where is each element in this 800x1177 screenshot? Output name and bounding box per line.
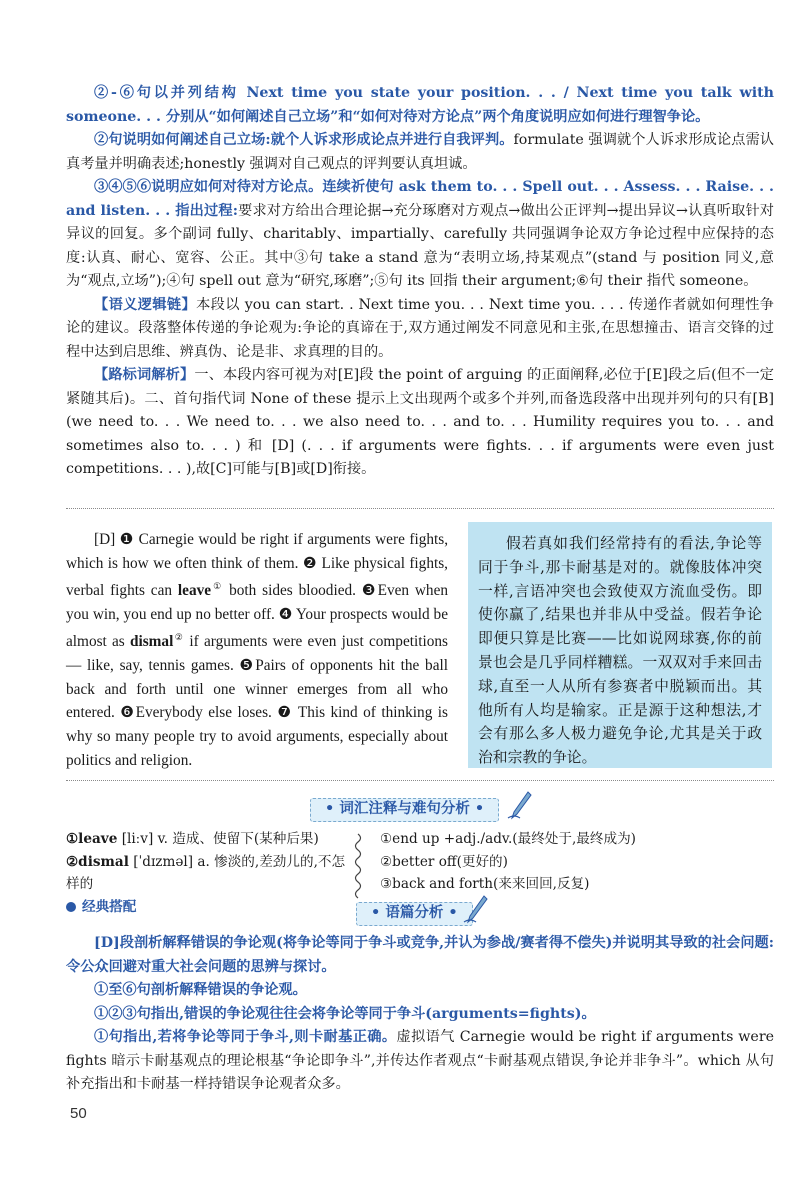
analysis-2-text: ①至⑥句剖析解释错误的争论观。: [94, 982, 307, 998]
pen-icon: [506, 790, 532, 820]
analysis-1: [66, 932, 774, 979]
sentence-7: This kind of thinking is why so many people try to avoid arguments, especially about politics and religion.: [66, 704, 448, 769]
signpost-text: 一、本段内容可视为对[E]段 the point of arguing 的正面阐释,必位于[E]段之后(但不一定紧随其后)。二、首句指代词 None of these 提示上文出现两个或多个并列,而备选段落中出现并列句的只有[B](we need to. . . We need to. . . we also need to. . . and to. . . Humility requires you to. . . and sometimes also to. . . ) 和 [D] (. . . if arguments were fights. . . if arguments were even just competitions. . . ),故[C]可能与[B]或[D]衔接。: [66, 367, 774, 477]
analysis-banner: [356, 902, 473, 926]
vocab-banner-text: • 词汇注释与难句分析 •: [325, 801, 485, 817]
sentence-number-3: ❸: [361, 581, 378, 600]
divider-top: [66, 508, 774, 509]
sentence-6: Everybody else loses.: [135, 704, 272, 722]
sentence-5: Pairs of opponents hit the ball back and forth until one winner emerges from all who entered.: [66, 657, 448, 722]
analysis-3-text: ①②③句指出,错误的争论观往往会将争论等同于争斗(arguments=fights)。: [94, 1005, 596, 1022]
passage-section: [66, 508, 774, 788]
analysis-1-text: [D]段剖析解释错误的争论观(将争论等同于争斗或竞争,并认为参战/赛者得不偿失)并说明其导致的社会问题:令公众回避对重大社会问题的思辨与探讨。: [66, 935, 774, 975]
sentence-3: Even when you win, you end up no better off.: [66, 582, 449, 623]
sentences-3-6-detail: 要求对方给出合理论据→充分琢磨对方观点→做出公正评判→提出异议→认真听取针对异议的回复。多个副词 fully、charitably、impartially、carefully 共同强调争论双方争论过程中应保持的态度:认真、耐心、宽容、公正。其中③句 take a stand 意为“表明立场,持某观点”(stand 与 position 同义,意为“观点,立场”);④句 spell out 意为“研究,琢磨”;⑤句 its 回指 their argument;⑥句 their 指代 someone。: [66, 202, 774, 289]
keyword-dismal: dismal: [129, 633, 174, 651]
structure-note: ②-⑥句以并列结构 Next time you state your position. . . / Next time you talk with someone. . . 分别从“如何阐述自己立场”和“如何对待对方论点”两个角度说明应如何进行理智争论。: [66, 85, 774, 125]
analysis-section: [66, 932, 774, 1097]
page-content: [66, 82, 774, 769]
para-signpost: [66, 364, 774, 482]
note-mark-1: ①: [211, 581, 224, 592]
sentence-1: Carnegie would be right if arguments were fights, which is how we often think of them.: [66, 531, 449, 572]
collocation-3: ③back and forth(来来回回,反复): [380, 876, 590, 892]
para-sentence-2: [66, 129, 774, 176]
analysis-3: [66, 1003, 774, 1027]
collocation-1: ①end up +adj./adv.(最终处于,最终成为): [380, 831, 636, 847]
sentence-number-1: ❶: [119, 530, 135, 548]
divider-bottom: [66, 780, 774, 781]
logic-chain-label: 【语义逻辑链】: [94, 296, 197, 313]
vocab-word-dismal: ②dismal: [66, 853, 129, 870]
sentence-2-summary: ②句说明如何阐述自己立场:就个人诉求形成论点并进行自我评判。: [94, 132, 514, 148]
sentence-number-7: ❼: [277, 703, 293, 722]
sentence-number-2: ❷: [302, 553, 318, 572]
sentences-3-6-summary: ③④⑤⑥说明应如何对待对方论点。连续祈使句 ask them to. . . Spell out. . . Assess. . . Raise. . . and listen. . . 指出过程:: [66, 179, 774, 219]
vocab-def-dismal: [ˈdɪzməl] a. 惨淡的,差劲儿的,不怎样的: [66, 853, 346, 892]
sentence-2b: both sides bloodied.: [229, 582, 356, 600]
sentence-number-4: ❹: [278, 604, 293, 623]
bullet-dot-icon: [66, 902, 76, 912]
vocab-right: [380, 828, 780, 896]
vocab-banner: [310, 798, 499, 822]
pen-icon-2: [462, 894, 488, 924]
keyword-leave: leave: [177, 582, 212, 600]
passage-d: [66, 528, 448, 772]
sentence-number-5: ❺: [239, 656, 256, 675]
vocab-word-leave: ①leave: [66, 831, 118, 847]
vocab-left: [66, 828, 356, 918]
para-logic-chain: [66, 294, 774, 365]
para-structure: [66, 82, 774, 129]
logic-chain-text: 本段以 you can start. . Next time you. . . Next time you. . . . 传递作者就如何理性争论的建议。段落整体传递的争论观为:争论的真谛在于,双方通过阐发不同意见和主张,在思想撞击、语言交锋的过程中达到启思维、辨真伪、论是非、求真理的目的。: [66, 296, 774, 360]
classic-collocation: [66, 896, 356, 919]
analysis-4-summary: ①句指出,若将争论等同于争斗,则卡耐基正确。: [94, 1029, 397, 1045]
sentence-2-detail: formulate 强调就个人诉求形成论点需认真考量并明确表述;honestly 强调对自己观点的评判要认真坦诚。: [66, 132, 774, 172]
analysis-4-detail: 虚拟语气 Carnegie would be right if arguments were fights 暗示卡耐基观点的理论根基“争论即争斗”,并传达作者观点“卡耐基观点错误,争论并非争斗”。which 从句补充指出和卡耐基一样持错误争论观者众多。: [66, 1029, 774, 1092]
sentence-2a: Like physical fights, verbal fights can: [66, 554, 448, 600]
sentence-4a: Your prospects would be almost as: [66, 605, 448, 651]
sentence-4b: if arguments were even just competitions — like, say, tennis games.: [66, 633, 448, 675]
sentence-number-6: ❻: [120, 703, 136, 722]
collocation-2: ②better off(更好的): [380, 853, 508, 870]
analysis-4: [66, 1026, 774, 1097]
passage-tag: [D]: [94, 531, 116, 548]
vocab-def-leave: [liːv] v. 造成、使留下(某种后果): [121, 831, 319, 847]
signpost-label: 【路标词解析】: [94, 367, 195, 383]
para-sentences-3-6: [66, 176, 774, 294]
spiral-divider-icon: [352, 832, 364, 904]
analysis-banner-text: • 语篇分析 •: [371, 905, 458, 921]
vocab-item-dismal: [66, 851, 356, 896]
classic-label: 经典搭配: [82, 898, 137, 915]
analysis-2: [66, 979, 774, 1003]
note-mark-2: ②: [173, 632, 185, 643]
vocab-item-leave: [66, 828, 356, 851]
page-number: 50: [70, 1105, 87, 1122]
translation-box: 假若真如我们经常持有的看法,争论等同于争斗,那卡耐基是对的。就像肢体冲突一样,言语冲突也会致使双方流血受伤。即使你赢了,结果也并非从中受益。假若争论即便只算是比赛——比如说网球赛,你的前景也会是几乎同样糟糕。一双双对手来回击球,直至一人从所有参赛者中脱颖而出。其他所有人均是输家。正是源于这种想法,才会有那么多人极力避免争论,尤其是关于政治和宗教的争论。: [468, 522, 772, 768]
